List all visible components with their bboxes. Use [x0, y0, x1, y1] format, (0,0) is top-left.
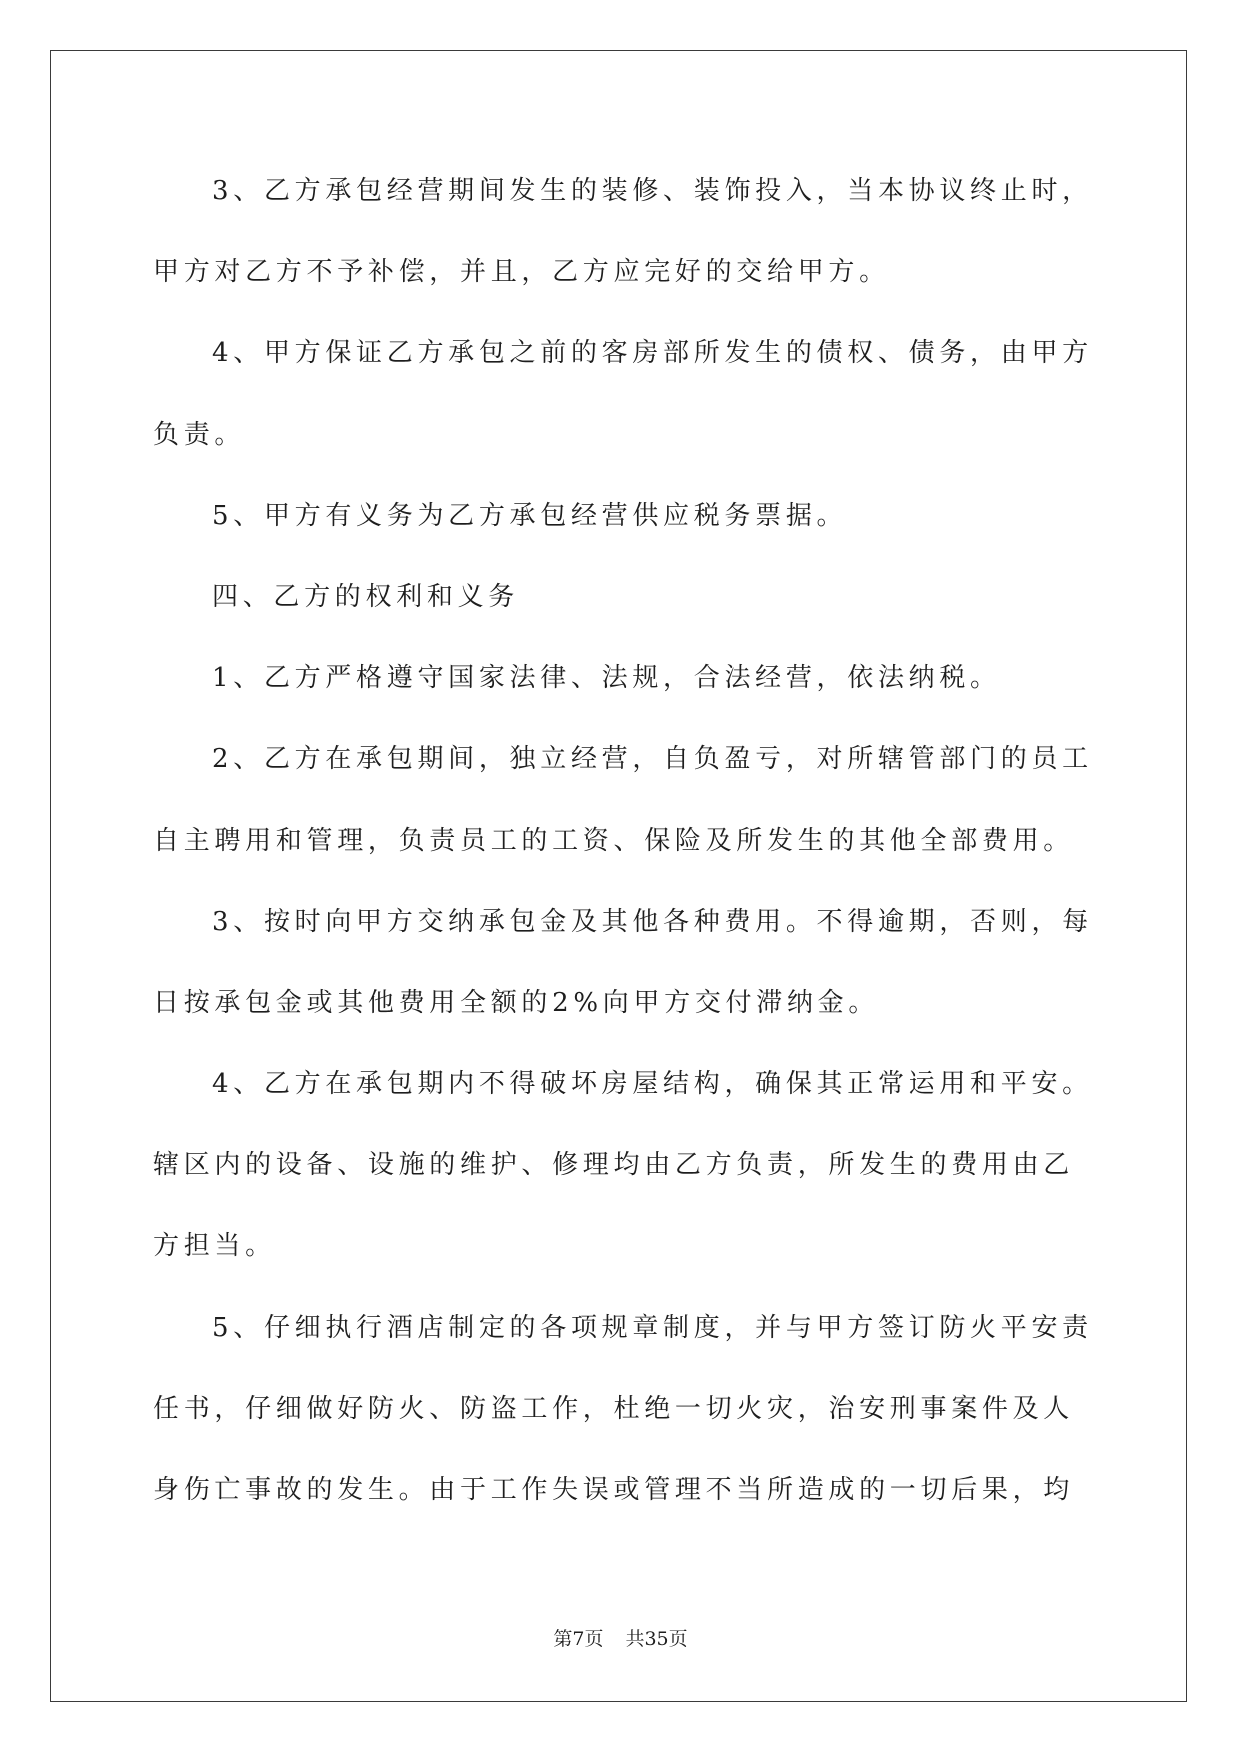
paragraph-line: 任书，仔细做好防火、防盗工作，杜绝一切火灾，治安刑事案件及人 — [153, 1393, 1075, 1424]
paragraph-clause-3-renovation — [153, 151, 1113, 313]
paragraph-line: 辖区内的设备、设施的维护、修理均由乙方负责，所发生的费用由乙 — [153, 1150, 1075, 1181]
paragraph-line: 甲方对乙方不予补偿，并且，乙方应完好的交给甲方。 — [153, 257, 890, 288]
page-number: 第7页 — [553, 1628, 604, 1650]
paragraph-line: 5、仔细执行酒店制定的各项规章制度，并与甲方签订防火平安责 — [212, 1312, 1093, 1343]
paragraph-clause-3-payment — [153, 882, 1113, 1044]
paragraph-line: 日按承包金或其他费用全额的2%向甲方交付滞纳金。 — [153, 987, 880, 1018]
section-heading — [153, 557, 1113, 638]
page-total: 共35页 — [625, 1628, 688, 1650]
paragraph-line: 身伤亡事故的发生。由于工作失误或管理不当所造成的一切后果，均 — [153, 1475, 1075, 1505]
page-body — [153, 151, 1113, 1531]
paragraph-line: 5、甲方有义务为乙方承包经营供应税务票据。 — [212, 500, 848, 531]
paragraph-line: 1、乙方严格遵守国家法律、法规，合法经营，依法纳税。 — [212, 663, 1001, 694]
paragraph-clause-2-operation — [153, 719, 1113, 881]
paragraph-clause-4-debts — [153, 313, 1113, 475]
paragraph-line: 方担当。 — [153, 1231, 276, 1262]
paragraph-line: 3、乙方承包经营期间发生的装修、装饰投入，当本协议终止时， — [212, 176, 1093, 206]
page-footer — [0, 1625, 1241, 1653]
paragraph-clause-5-tax-receipts — [153, 476, 1113, 557]
section-heading-text: 四、乙方的权利和义务 — [212, 581, 520, 612]
paragraph-clause-5-safety — [153, 1288, 1113, 1532]
paragraph-line: 2、乙方在承包期间，独立经营，自负盈亏，对所辖管部门的员工 — [212, 744, 1093, 775]
paragraph-line: 负责。 — [153, 419, 246, 450]
paragraph-line: 4、乙方在承包期内不得破坏房屋结构，确保其正常运用和平安。 — [212, 1069, 1093, 1100]
paragraph-line: 3、按时向甲方交纳承包金及其他各种费用。不得逾期，否则，每 — [212, 906, 1093, 937]
paragraph-line: 4、甲方保证乙方承包之前的客房部所发生的债权、债务，由甲方 — [212, 338, 1093, 369]
paragraph-clause-4-structure — [153, 1044, 1113, 1288]
paragraph-line: 自主聘用和管理，负责员工的工资、保险及所发生的其他全部费用。 — [153, 825, 1075, 856]
paragraph-clause-1-compliance — [153, 638, 1113, 719]
